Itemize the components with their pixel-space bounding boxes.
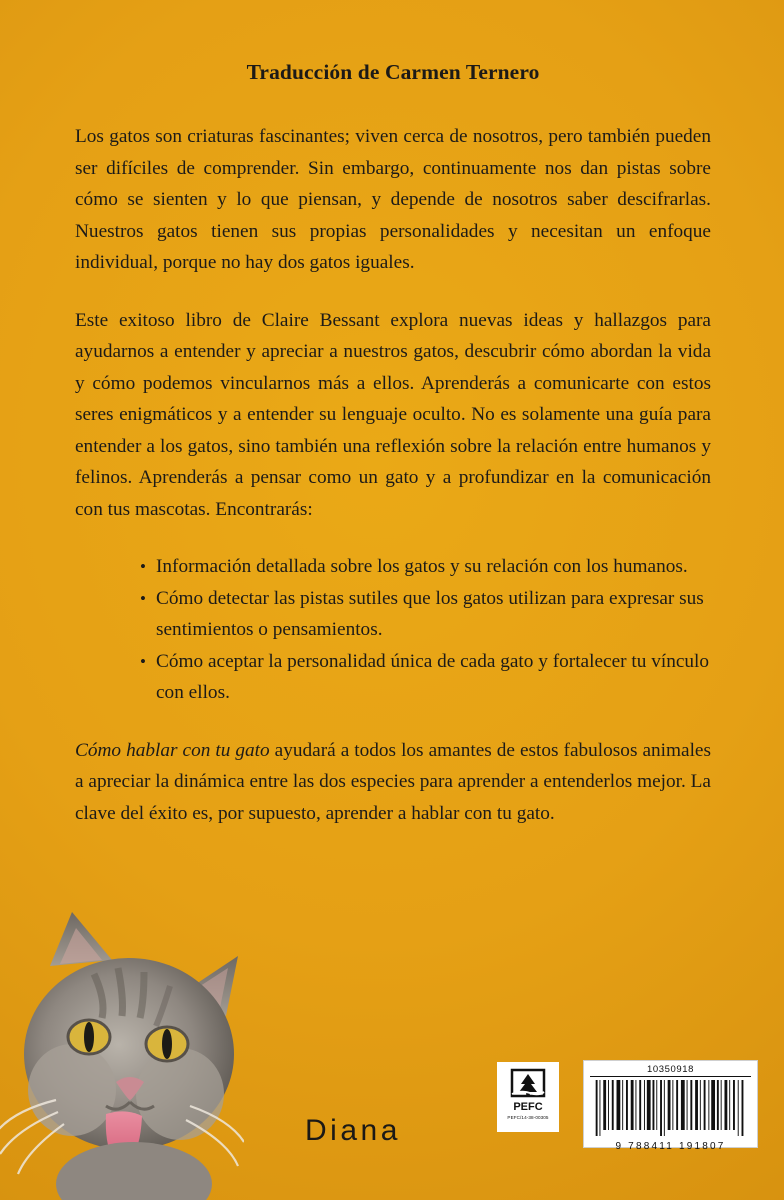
pefc-code: PEFC/14-38-00305 [507,1115,549,1120]
pefc-tree-icon [508,1066,548,1100]
barcode [583,1060,758,1152]
cat-photo [0,904,244,1200]
pefc-certification-mark [497,1062,559,1132]
closing-text: ayudará a todos los amantes de estos fabulosos animales a apreciar la dinámica entre las dos especies para aprender a entenderlos mejor. La clave del éxito es, por supuesto, aprender a hablar con tu gato. [75,739,711,824]
list-item: • Información detallada sobre los gatos y su relación con los humanos. [140,551,711,583]
barcode-top-number: 10350918 [590,1064,751,1077]
paragraph-1: Los gatos son criaturas fascinantes; viven cerca de nosotros, pero también pueden ser difíciles de comprender. Sin embargo, continuamente nos dan pistas sobre cómo se sienten y lo que piensan, y depende de nosotros saber descifrarlas. Nuestros gatos tienen sus propias personalidades y necesitan un enfoque individual, porque no hay dos gatos iguales. [75,126,711,273]
paragraph-2: Este exitoso libro de Claire Bessant explora nuevas ideas y hallazgos para ayudarnos a entender y apreciar a nuestros gatos, descubrir cómo abordan la vida y cómo podemos vincularnos más a ellos. Aprenderás a comunicarte con estos seres enigmáticos y a entender su lenguaje oculto. No es solamente una guía para entender a los gatos, sino también una reflexión sobre la relación entre humanos y felinos. Aprenderás a pensar como un gato y a profundizar en la comunicación con tus mascotas. Encontrarás: [75,309,711,520]
cover-text-content [75,0,711,829]
paragraph-3 [75,735,711,830]
pefc-label: PEFC [513,1101,543,1113]
book-title-italic: Cómo hablar con tu gato [75,739,270,761]
feature-list [75,551,711,709]
publisher-logo: Diana [305,1114,401,1147]
translator-credit: Traducción de Carmen Ternero [246,60,540,84]
barcode-bottom-number: 9 788411 191807 [615,1141,726,1152]
barcode-bars [590,1080,751,1136]
list-item: • Cómo aceptar la personalidad única de cada gato y fortalecer tu vínculo con ellos. [140,646,711,709]
list-item: • Cómo detectar las pistas sutiles que los gatos utilizan para expresar sus sentimientos o pensamientos. [140,583,711,646]
